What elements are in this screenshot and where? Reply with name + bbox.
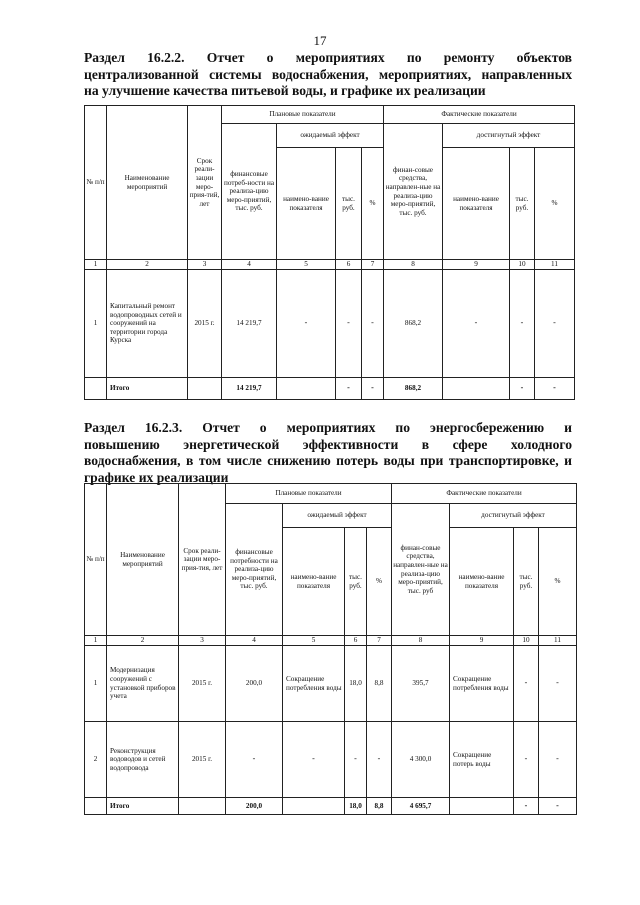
cell-num: 2 bbox=[85, 722, 107, 798]
cell-ach-rub: - bbox=[510, 270, 535, 378]
header-actual: Фактические показатели bbox=[392, 484, 577, 504]
cell-exp-name: Сокращение потребления воды bbox=[283, 646, 345, 722]
section-2-title bbox=[84, 420, 572, 486]
header-exp-rub: тыс. руб. bbox=[345, 528, 367, 636]
header-act-fin: финан-совые средства, направлен-ные на реализа-цию меро-приятий, тыс. руб. bbox=[384, 124, 443, 260]
table-row bbox=[85, 270, 575, 378]
header-name: Наименование мероприятий bbox=[107, 484, 179, 636]
column-number: 7 bbox=[362, 260, 384, 270]
cell-ach-name: Сокращение потребления воды bbox=[450, 646, 514, 722]
column-number: 11 bbox=[535, 260, 575, 270]
cell-ach-pct: - bbox=[535, 270, 575, 378]
column-number: 3 bbox=[179, 636, 226, 646]
cell-exp-rub: - bbox=[345, 722, 367, 798]
column-number: 9 bbox=[443, 260, 510, 270]
total-ach-name bbox=[450, 798, 514, 815]
table-row bbox=[85, 722, 577, 798]
cell-exp-pct: - bbox=[367, 722, 392, 798]
cell-term: 2015 г. bbox=[179, 646, 226, 722]
cell-exp-pct: - bbox=[362, 270, 384, 378]
column-number: 8 bbox=[384, 260, 443, 270]
section-2-title-line-3: водоснабжения, в том числе снижению потерь воды при транспортировке, и bbox=[84, 453, 572, 468]
total-ach-pct: - bbox=[535, 378, 575, 400]
section-2-table bbox=[84, 483, 577, 815]
total-plan-fin: 200,0 bbox=[226, 798, 283, 815]
total-row bbox=[85, 798, 577, 815]
column-number: 1 bbox=[85, 260, 107, 270]
column-number: 3 bbox=[188, 260, 222, 270]
section-2-title-line-1: Раздел 16.2.3. Отчет о мероприятиях по энергосбережению и bbox=[84, 420, 572, 435]
cell-ach-pct: - bbox=[539, 722, 577, 798]
header-exp-rub: тыс. руб. bbox=[336, 148, 362, 260]
header-exp-name: наимено-вание показателя bbox=[277, 148, 336, 260]
total-plan-fin: 14 219,7 bbox=[222, 378, 277, 400]
section-1-title-line-3: на улучшение качества питьевой воды, и графике их реализации bbox=[84, 83, 486, 98]
total-act-fin: 4 695,7 bbox=[392, 798, 450, 815]
column-number: 5 bbox=[277, 260, 336, 270]
cell-ach-name: Сокращение потерь воды bbox=[450, 722, 514, 798]
column-number: 5 bbox=[283, 636, 345, 646]
column-number: 4 bbox=[222, 260, 277, 270]
column-number: 1 bbox=[85, 636, 107, 646]
cell-exp-rub: 18,0 bbox=[345, 646, 367, 722]
header-ach-rub: тыс. руб. bbox=[514, 528, 539, 636]
cell-ach-pct: - bbox=[539, 646, 577, 722]
header-plan-fin: финансовые потребности на реализа-цию меро-приятий, тыс. руб. bbox=[226, 504, 283, 636]
header-ach-name: наимено-вание показателя bbox=[443, 148, 510, 260]
cell-term: 2015 г. bbox=[179, 722, 226, 798]
column-numbers-row bbox=[85, 260, 575, 270]
column-number: 4 bbox=[226, 636, 283, 646]
header-exp-pct: % bbox=[362, 148, 384, 260]
header-plan-fin: финансовые потреб-ности на реализа-цию меро-приятий, тыс. руб. bbox=[222, 124, 277, 260]
cell-name: Капитальный ремонт водопроводных сетей и сооружений на территории города Курска bbox=[107, 270, 188, 378]
cell-name: Модернизация сооружений с установкой приборов учета bbox=[107, 646, 179, 722]
cell-num: 1 bbox=[85, 646, 107, 722]
cell-term: 2015 г. bbox=[188, 270, 222, 378]
column-number: 6 bbox=[345, 636, 367, 646]
cell-num: 1 bbox=[85, 270, 107, 378]
total-label: Итого bbox=[107, 798, 179, 815]
header-ach-rub: тыс. руб. bbox=[510, 148, 535, 260]
header-term: Срок реали-зации меро-прия-тия, лет bbox=[179, 484, 226, 636]
header-num: № п/п bbox=[85, 106, 107, 260]
cell-exp-name: - bbox=[277, 270, 336, 378]
header-planned: Плановые показатели bbox=[226, 484, 392, 504]
header-exp-pct: % bbox=[367, 528, 392, 636]
total-label: Итого bbox=[107, 378, 188, 400]
header-act-fin: финан-совые средства, направлен-ные на реализа-цию меро-приятий, тыс. руб bbox=[392, 504, 450, 636]
cell-plan-fin: - bbox=[226, 722, 283, 798]
cell-exp-rub: - bbox=[336, 270, 362, 378]
cell-act-fin: 395,7 bbox=[392, 646, 450, 722]
total-ach-pct: - bbox=[539, 798, 577, 815]
header-exp-name: наимено-вание показателя bbox=[283, 528, 345, 636]
column-number: 8 bbox=[392, 636, 450, 646]
cell-name: Реконструкция водоводов и сетей водопровода bbox=[107, 722, 179, 798]
header-ach-pct: % bbox=[539, 528, 577, 636]
column-number: 6 bbox=[336, 260, 362, 270]
total-row bbox=[85, 378, 575, 400]
total-ach-rub: - bbox=[514, 798, 539, 815]
column-number: 7 bbox=[367, 636, 392, 646]
header-expected: ожидаемый эффект bbox=[277, 124, 384, 148]
header-num: № п/п bbox=[85, 484, 107, 636]
cell-act-fin: 868,2 bbox=[384, 270, 443, 378]
cell-plan-fin: 14 219,7 bbox=[222, 270, 277, 378]
column-number: 10 bbox=[510, 260, 535, 270]
total-exp-rub: 18,0 bbox=[345, 798, 367, 815]
section-2-title-line-2: повышению энергетической эффективности в сфере холодного bbox=[84, 436, 572, 452]
section-1-title-line-1: Раздел 16.2.2. Отчет о мероприятиях по ремонту объектов bbox=[84, 50, 572, 65]
column-number: 2 bbox=[107, 636, 179, 646]
total-exp-pct: - bbox=[362, 378, 384, 400]
total-exp-pct: 8,8 bbox=[367, 798, 392, 815]
section-1-table bbox=[84, 105, 575, 400]
header-achieved: достигнутый эффект bbox=[443, 124, 575, 148]
column-number: 10 bbox=[514, 636, 539, 646]
page-number: 17 bbox=[313, 33, 327, 48]
total-exp-name bbox=[283, 798, 345, 815]
cell-plan-fin: 200,0 bbox=[226, 646, 283, 722]
total-act-fin: 868,2 bbox=[384, 378, 443, 400]
header-term: Срок реали-зации меро-прия-тий, лет bbox=[188, 106, 222, 260]
header-ach-pct: % bbox=[535, 148, 575, 260]
table-row bbox=[85, 646, 577, 722]
section-1-title-line-2: централизованной системы водоснабжения, мероприятиях, направленных bbox=[84, 66, 572, 82]
column-number: 2 bbox=[107, 260, 188, 270]
total-ach-rub: - bbox=[510, 378, 535, 400]
cell-exp-name: - bbox=[283, 722, 345, 798]
column-number: 9 bbox=[450, 636, 514, 646]
cell-ach-rub: - bbox=[514, 722, 539, 798]
column-numbers-row bbox=[85, 636, 577, 646]
header-name: Наименование мероприятий bbox=[107, 106, 188, 260]
column-number: 11 bbox=[539, 636, 577, 646]
header-ach-name: наимено-вание показателя bbox=[450, 528, 514, 636]
header-actual: Фактические показатели bbox=[384, 106, 575, 124]
section-2-title-line-4: графике их реализации bbox=[84, 469, 229, 485]
cell-exp-pct: 8,8 bbox=[367, 646, 392, 722]
header-achieved: достигнутый эффект bbox=[450, 504, 577, 528]
header-planned: Плановые показатели bbox=[222, 106, 384, 124]
cell-ach-name: - bbox=[443, 270, 510, 378]
total-exp-rub: - bbox=[336, 378, 362, 400]
section-1-title bbox=[84, 50, 572, 100]
cell-ach-rub: - bbox=[514, 646, 539, 722]
header-expected: ожидаемый эффект bbox=[283, 504, 392, 528]
cell-act-fin: 4 300,0 bbox=[392, 722, 450, 798]
